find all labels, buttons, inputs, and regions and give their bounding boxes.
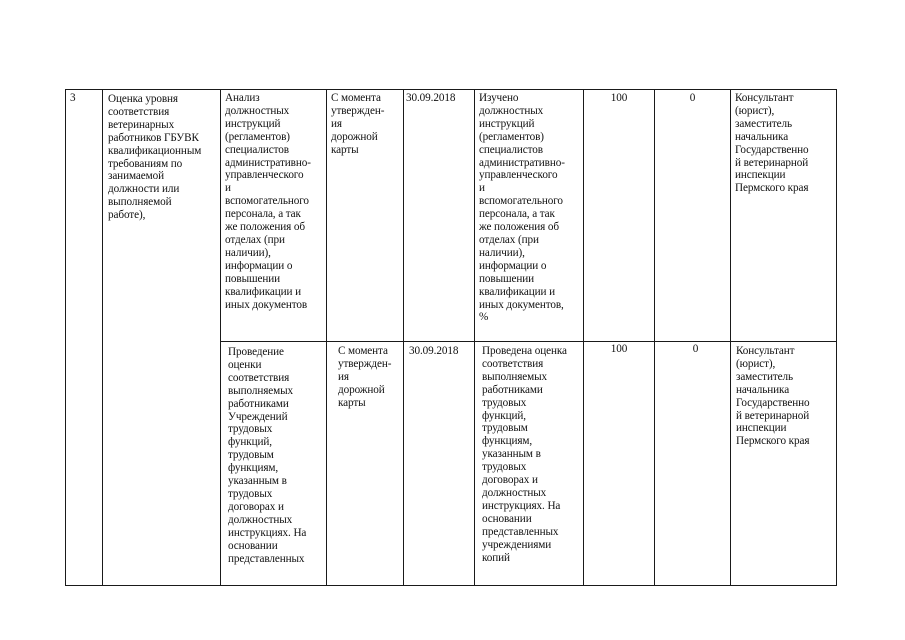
start-date-cell: С момента утвержден- ия дорожной карты [338, 345, 392, 409]
col-border-3 [326, 89, 327, 586]
end-date-cell: 30.09.2018 [406, 92, 456, 104]
col-border-2 [220, 89, 221, 586]
col-border-4 [403, 89, 404, 586]
col-border-1 [102, 89, 103, 586]
plan-value-cell: 100 [610, 343, 628, 355]
table-bottom-border [65, 585, 837, 586]
fact-value-cell: 0 [692, 343, 699, 355]
col-border-0 [65, 89, 66, 586]
col-border-5 [474, 89, 475, 586]
indicator-cell: Изучено должностных инструкций (регламентов) специалистов административно- управленческого и вспомогательного персонала, а так же положения об отделах (при наличии), информации о повышении квалификации и иных документов, % [479, 92, 565, 324]
start-date-cell: С момента утвержден- ия дорожной карты [331, 92, 385, 156]
fact-value-cell: 0 [689, 92, 696, 104]
table-top-border [65, 89, 837, 90]
plan-value-cell: 100 [610, 92, 628, 104]
measure-cell: Анализ должностных инструкций (регламентов) специалистов административно- управленческого и вспомогательного персонала, а так же положения об отделах (при наличии), информации о повышении квалификации и иных документов [225, 92, 311, 311]
col-border-9 [836, 89, 837, 586]
row-divider [220, 341, 837, 342]
col-border-6 [583, 89, 584, 586]
measure-cell: Проведение оценки соответствия выполняемых работниками Учреждений трудовых функций, трудовым функциям, указанным в трудовых договорах и должностных инструкциях. На основании представленных [228, 346, 307, 565]
responsible-cell: Консультант (юрист), заместитель начальника Государственно й ветеринарной инспекции Пермского края [735, 92, 809, 195]
col-border-8 [730, 89, 731, 586]
indicator-cell: Проведена оценка соответствия выполняемых работниками трудовых функций, трудовым функциям, указанным в трудовых договорах и должностных инструкциях. На основании представленных учреждениями копий [482, 345, 567, 564]
col-border-7 [654, 89, 655, 586]
criterion-cell: Оценка уровня соответствия ветеринарных работников ГБУВК квалификационным требованиям по занимаемой должности или выполняемой работе), [108, 93, 202, 222]
end-date-cell: 30.09.2018 [409, 345, 459, 357]
responsible-cell: Консультант (юрист), заместитель начальника Государственно й ветеринарной инспекции Пермского края [736, 345, 810, 448]
row-number: 3 [70, 92, 76, 104]
